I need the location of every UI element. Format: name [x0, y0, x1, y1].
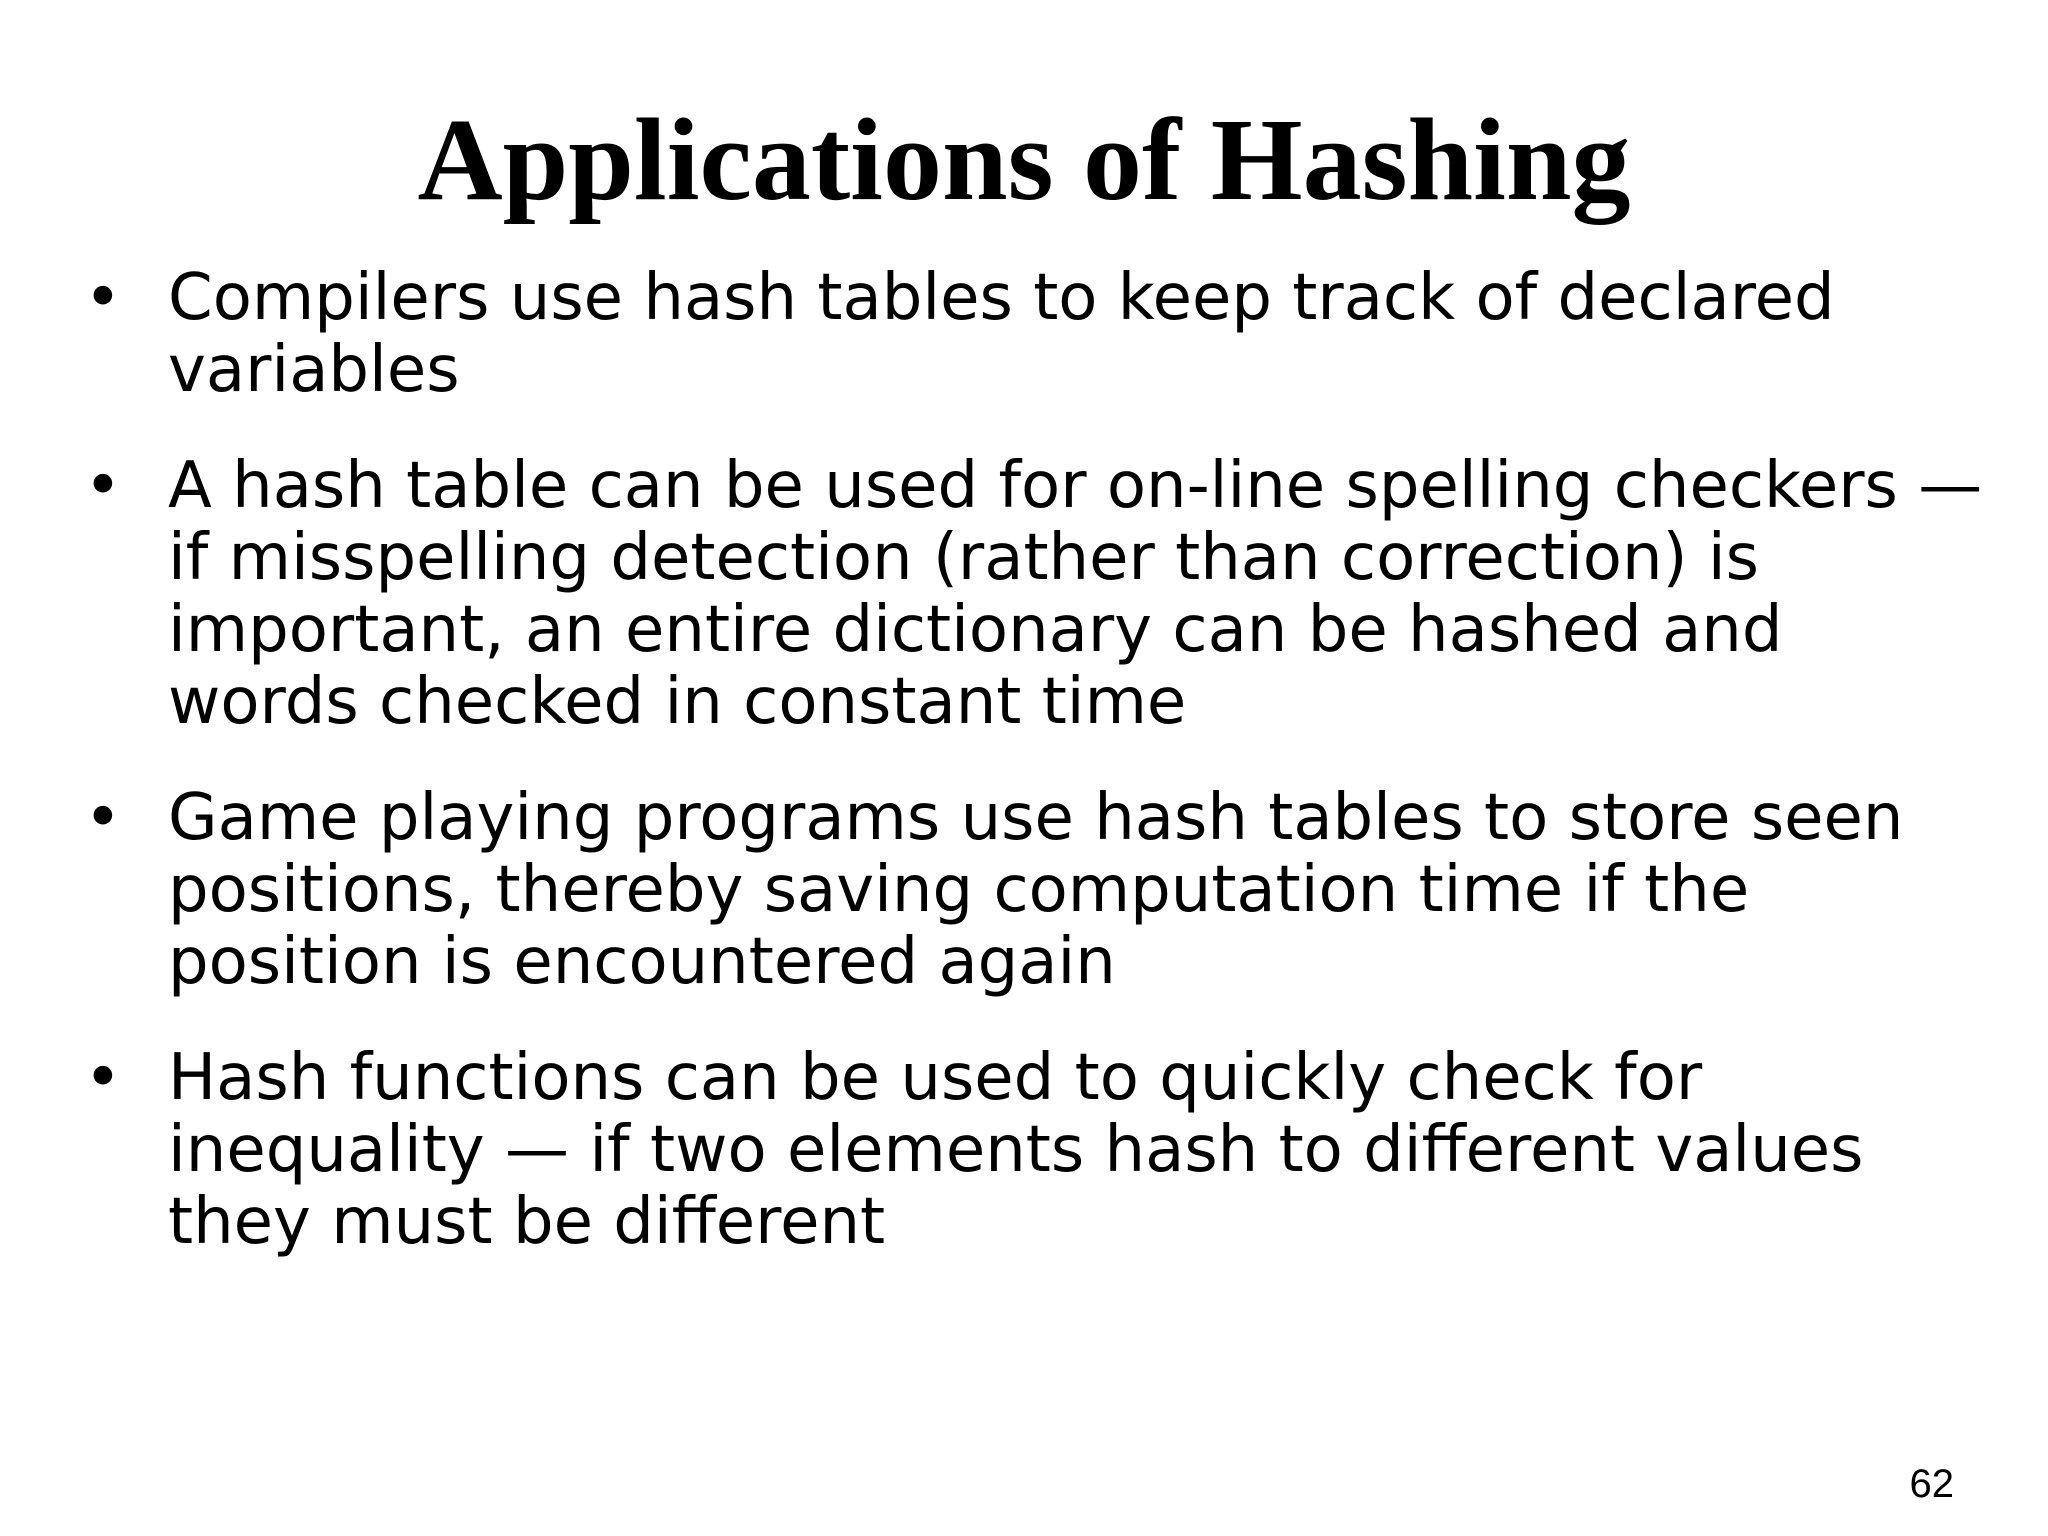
bullet-list: [84, 262, 1984, 1302]
bullet-text: Hash functions can be used to quickly check for inequality — if two elements hash to different values they must be different: [168, 1041, 1864, 1259]
bullet-item-compilers: [84, 262, 1984, 406]
bullet-point-icon: •: [84, 781, 122, 855]
bullet-point-icon: •: [84, 449, 122, 523]
page-number: 62: [1909, 1462, 1954, 1506]
bullet-item-inequality-check: [84, 1042, 1984, 1258]
slide-title: Applications of Hashing: [417, 94, 1631, 225]
bullet-text: A hash table can be used for on-line spelling checkers — if misspelling detection (rather than correction) is important, an entire dictionary can be hashed and words checked in constant time: [168, 449, 1983, 739]
bullet-point-icon: •: [84, 261, 122, 335]
bullet-item-game-playing: [84, 782, 1984, 998]
bullet-item-spelling-checkers: [84, 450, 1984, 738]
bullet-text: Compilers use hash tables to keep track of declared variables: [168, 261, 1835, 407]
bullet-point-icon: •: [84, 1041, 122, 1115]
bullet-text: Game playing programs use hash tables to store seen positions, thereby saving computation time if the position is encountered again: [168, 781, 1904, 999]
